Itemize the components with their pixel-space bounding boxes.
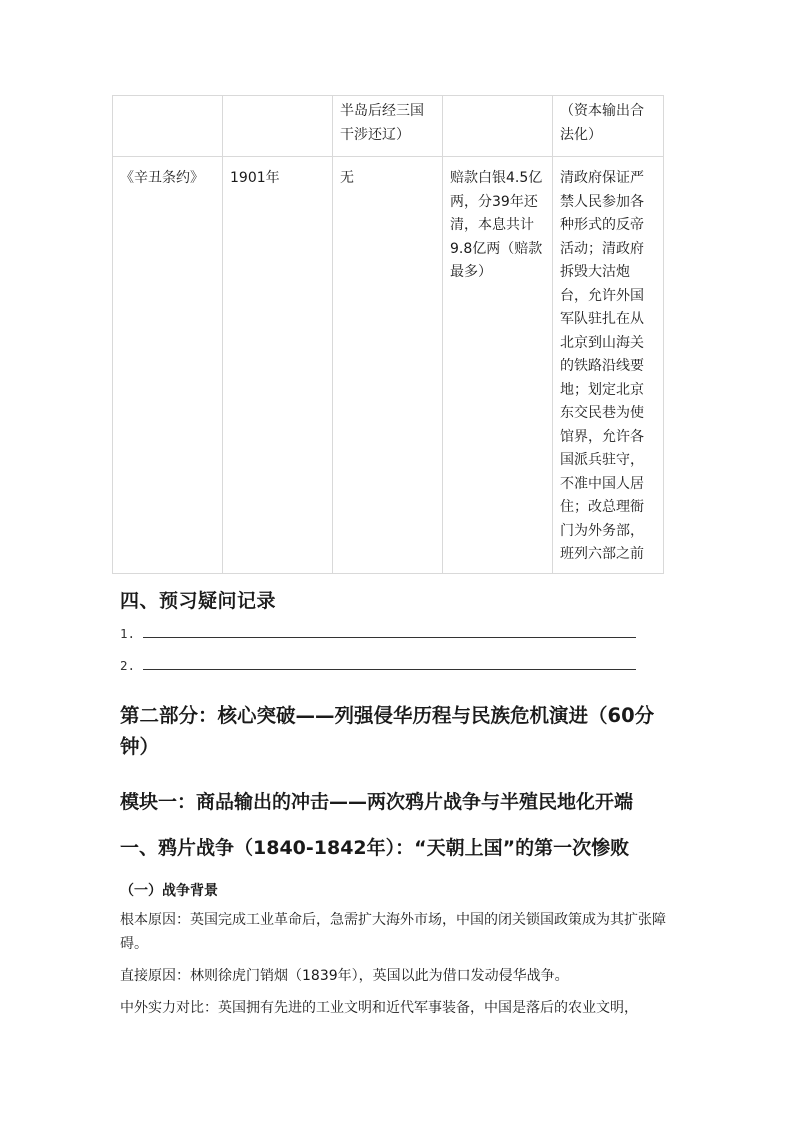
section-heading-preview-questions: 四、预习疑问记录	[120, 590, 277, 612]
part-heading: 第二部分：核心突破——列强侵华历程与民族危机演进（60分钟）	[120, 704, 655, 758]
table-cell-other-terms: （资本输出合法化）	[553, 96, 664, 157]
treaty-table	[112, 95, 664, 574]
table-cell-treaty: 《辛丑条约》	[113, 157, 223, 574]
table-cell-year: 1901年	[223, 157, 333, 574]
subsection-heading: 一、鸦片战争（1840-1842年）：“天朝上国”的第一次惨败	[120, 837, 630, 859]
paragraph-strength-compare: 中外实力对比：英国拥有先进的工业文明和近代军事装备，中国是落后的农业文明，	[120, 1000, 638, 1016]
background-heading: （一）战争背景	[120, 883, 218, 899]
table-cell-year	[223, 96, 333, 157]
table-row	[113, 157, 664, 574]
module-heading: 模块一：商品输出的冲击——两次鸦片战争与半殖民地化开端	[120, 791, 634, 813]
table-cell-other-terms: 清政府保证严禁人民参加各种形式的反帝活动；清政府拆毁大沽炮台，允许外国军队驻扎在从北京到山海关的铁路沿线要地；划定北京东交民巷为使馆界，允许各国派兵驻守，不准中国人居住；改总理衙门为外务部，班列六部之前	[553, 157, 664, 574]
paragraph-direct-cause: 直接原因：林则徐虎门销烟（1839年），英国以此为借口发动侵华战争。	[120, 968, 569, 984]
question-number: 2.	[120, 658, 136, 673]
question-number: 1.	[120, 626, 136, 641]
table-cell-territory: 无	[333, 157, 443, 574]
question-line-1	[120, 626, 636, 641]
table-cell-indemnity	[443, 96, 553, 157]
table-row	[113, 96, 664, 157]
table-cell-territory: 半岛后经三国干涉还辽）	[333, 96, 443, 157]
fill-in-rule	[143, 659, 636, 670]
fill-in-rule	[143, 627, 636, 638]
question-line-2	[120, 658, 636, 673]
paragraph-root-cause: 根本原因：英国完成工业革命后，急需扩大海外市场，中国的闭关锁国政策成为其扩张障碍。	[120, 912, 666, 952]
table-cell-treaty	[113, 96, 223, 157]
table-cell-indemnity: 赔款白银4.5亿两，分39年还清，本息共计9.8亿两（赔款最多）	[443, 157, 553, 574]
